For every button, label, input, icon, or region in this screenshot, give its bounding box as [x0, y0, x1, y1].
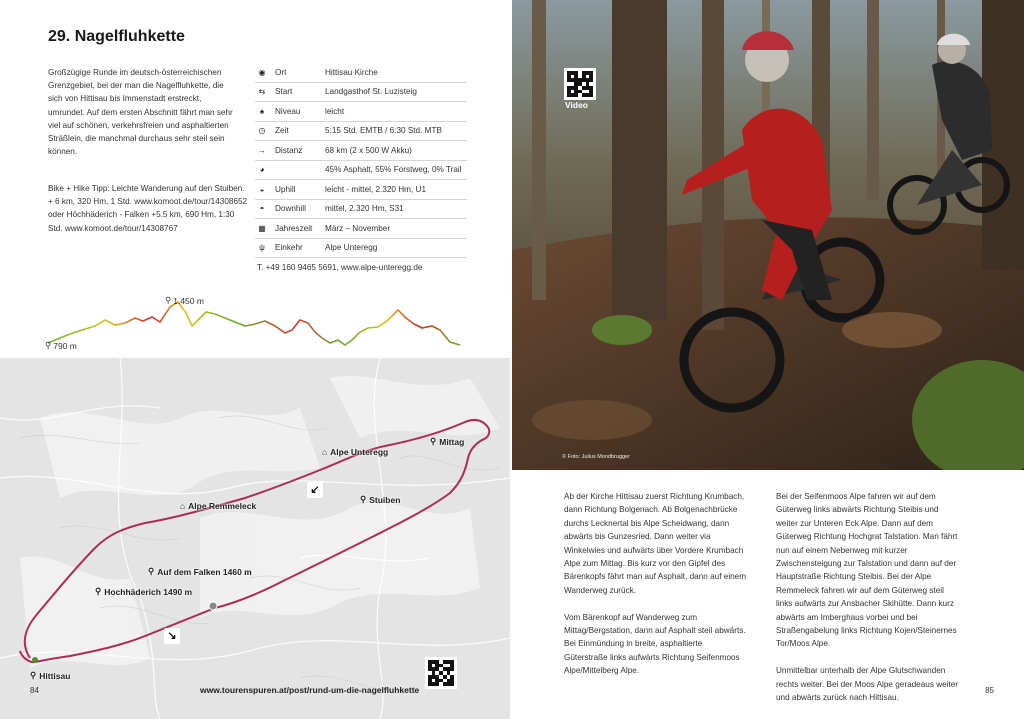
info-value: Landgasthof St. Luzisteig	[325, 87, 417, 97]
calendar-icon: ▦	[258, 223, 266, 233]
house-icon: ⌂	[322, 447, 328, 457]
info-row	[255, 122, 467, 142]
elevation-min: ⚲ 790 m	[45, 340, 77, 351]
info-value: 5:15 Std. EMTB / 6:30 Std. MTB	[325, 126, 442, 136]
clock-icon: ◷	[258, 126, 266, 136]
info-value: leicht	[325, 106, 345, 116]
info-label: Zeit	[275, 126, 289, 136]
intro-text: Großzügige Runde im deutsch-österreichischen Grenzgebiet, bei der man die Nagelfluhkette, die sich von Hittisau bis Immenstadt erstreckt, umrundet. Auf dem ersten Abschnitt fährt man sehr viel auf schönen, verkehrsfreien und asphaltierten Sträßlein, die manchmal durchaus sehr steil sein können.	[48, 68, 233, 157]
direction-arrow-icon: ↙	[307, 482, 323, 498]
route-paragraph: Vom Bärenkopf auf Wanderweg zum Mittag/Bergstation, dann auf Asphalt steil abwärts. Bei Einmündung in breite, asphaltierte Güterstraße links aufwärts Richtung Seifenmoos Alpe/Mittelberg Alpe.	[564, 612, 746, 676]
pin-icon: ⚲	[148, 566, 155, 576]
location-icon: ◉	[258, 67, 266, 77]
info-row	[255, 83, 467, 103]
pin-icon: ⚲	[95, 586, 102, 596]
page-title: 29. Nagelfluhkette	[48, 28, 185, 45]
route-description-column-1	[564, 490, 748, 691]
route-paragraph: Unmittelbar unterhalb der Alpe Glutschwanden rechts weiter. Bei der Moos Alpe geradeaus weiter und abwärts zurück nach Hittisau.	[776, 666, 959, 703]
info-label: Einkehr	[275, 243, 303, 253]
elevation-max: ⚲ 1.450 m	[165, 295, 204, 306]
level-icon: ♠	[259, 106, 265, 116]
route-paragraph: Bei der Seifenmoos Alpe fahren wir auf dem Güterweg links abwärts Richtung Steibis und weiter zur Unteren Eck Alpe. Dann auf dem Güterweg Richtung Hochgrat Talstation. Man fährt nun auf einem Nebenweg mit kurzer Zwischensteigung zur Talstation und dann auf der Hauptstraße Richtung Steibis. Bei der Alpe Remmeleck fahren wir auf dem Güterweg steil links aufwärts zur Ansbacher Skihütte. Dann kurz abwärts am Imberghaus vorbei und bei Straßengabelung links Richtung Kojen/Steinernes Tor/Moos Alpe.	[776, 492, 958, 649]
pin-icon: ⚲	[45, 340, 52, 350]
info-row	[255, 141, 467, 161]
elevation-profile	[40, 290, 470, 355]
info-value: Alpe Unteregg	[325, 243, 378, 253]
info-row	[255, 180, 467, 200]
info-row	[255, 219, 467, 239]
route-paragraph: Ab der Kirche Hittisau zuerst Richtung Krumbach, dann Richtung Bolgenach. Ab Bolgenachbrücke durchs Lecknertal bis Alpe Scheidwang, dann abwärts bis Gunzesried. Dann weiter via Winkelwies und aufwärts über Vordere Krumbach Alpe zum Mittag. Bis kurz vor den Gipfel des Bärenkopfs fährt man auf Asphalt, dann auf einem Wanderweg zurück.	[564, 492, 747, 595]
map-label-hochhaederich: ⚲ Hochhäderich 1490 m	[95, 586, 193, 597]
info-row	[255, 63, 467, 83]
photo-credit: © Foto: Julius Mondbrugger	[562, 454, 630, 460]
downhill-icon: ◓	[259, 204, 265, 214]
pin-icon: ⚲	[430, 436, 437, 446]
info-label: Downhill	[275, 204, 306, 214]
info-value: Hittisau Kirche	[325, 67, 378, 77]
info-row	[255, 200, 467, 220]
map-label-alpe-unteregg: ⌂ Alpe Unteregg	[322, 447, 389, 457]
info-label: Ort	[275, 67, 287, 77]
map-label-falken: ⚲ Auf dem Falken 1460 m	[148, 566, 252, 577]
info-label: Niveau	[275, 106, 301, 116]
tour-info-table	[255, 63, 467, 278]
info-row	[255, 239, 467, 259]
page-number-right: 85	[985, 686, 994, 695]
info-row	[255, 161, 467, 181]
info-value: 68 km (2 x 500 W Akku)	[325, 145, 412, 155]
footer-url[interactable]: www.tourenspuren.at/post/rund-um-die-nagelfluhkette	[200, 685, 420, 695]
info-value: leicht - mittel, 2.320 Hm, U1	[325, 184, 427, 194]
map-label-stuiben: ⚲ Stuiben	[360, 494, 401, 505]
pin-icon: ⚲	[360, 494, 367, 504]
route-description-column-2	[776, 490, 960, 718]
elevation-profile-graph	[40, 290, 470, 355]
pin-icon: ⚲	[30, 670, 37, 680]
pin-icon: ⚲	[165, 295, 172, 305]
qr-code-icon[interactable]	[425, 657, 457, 689]
info-value: 45% Asphalt, 55% Forstweg, 0% Trail	[325, 165, 462, 175]
map-label-alpe-remmeleck: ⌂ Alpe Remmeleck	[180, 501, 257, 511]
direction-arrow-icon: ↘	[164, 628, 180, 644]
bike-hike-tip: Bike + Hike Tipp: Leichte Wanderung auf den Stuiben. + 6 km, 320 Hm, 1 Std. www.komoot.de/tour/14308652 oder Höchhäderich - Falken +5.5 km, 690 Hm, 1:30 Std. www.komoot.de/tour/14308767	[48, 184, 248, 233]
cutlery-icon: ψ	[259, 243, 265, 253]
info-label: Start	[275, 87, 293, 97]
info-label: Jahreszeit	[275, 223, 313, 233]
map-label-mittag: ⚲ Mittag	[430, 436, 465, 447]
video-qr-code-icon[interactable]	[564, 68, 596, 100]
info-value: mittel, 2.320 Hm, S31	[325, 204, 404, 214]
info-label: Uphill	[275, 184, 296, 194]
info-value: März – November	[325, 223, 391, 233]
house-icon: ⌂	[180, 501, 186, 511]
video-label: Video	[565, 100, 588, 110]
uphill-icon: ◒	[259, 184, 265, 194]
info-row	[255, 102, 467, 122]
arrow-icon: →	[258, 145, 266, 155]
mountain-bike-photo	[512, 0, 1024, 470]
info-label: Distanz	[275, 145, 303, 155]
right-page	[512, 0, 1024, 719]
map-label-hittisau: ⚲ Hittisau	[30, 670, 71, 681]
pie-icon: ◕	[259, 165, 265, 175]
signpost-icon: ⇆	[258, 87, 266, 97]
contact-info: T. +49 160 9465 5691, www.alpe-unteregg.de	[257, 263, 423, 272]
page-number-left: 84	[30, 686, 39, 695]
